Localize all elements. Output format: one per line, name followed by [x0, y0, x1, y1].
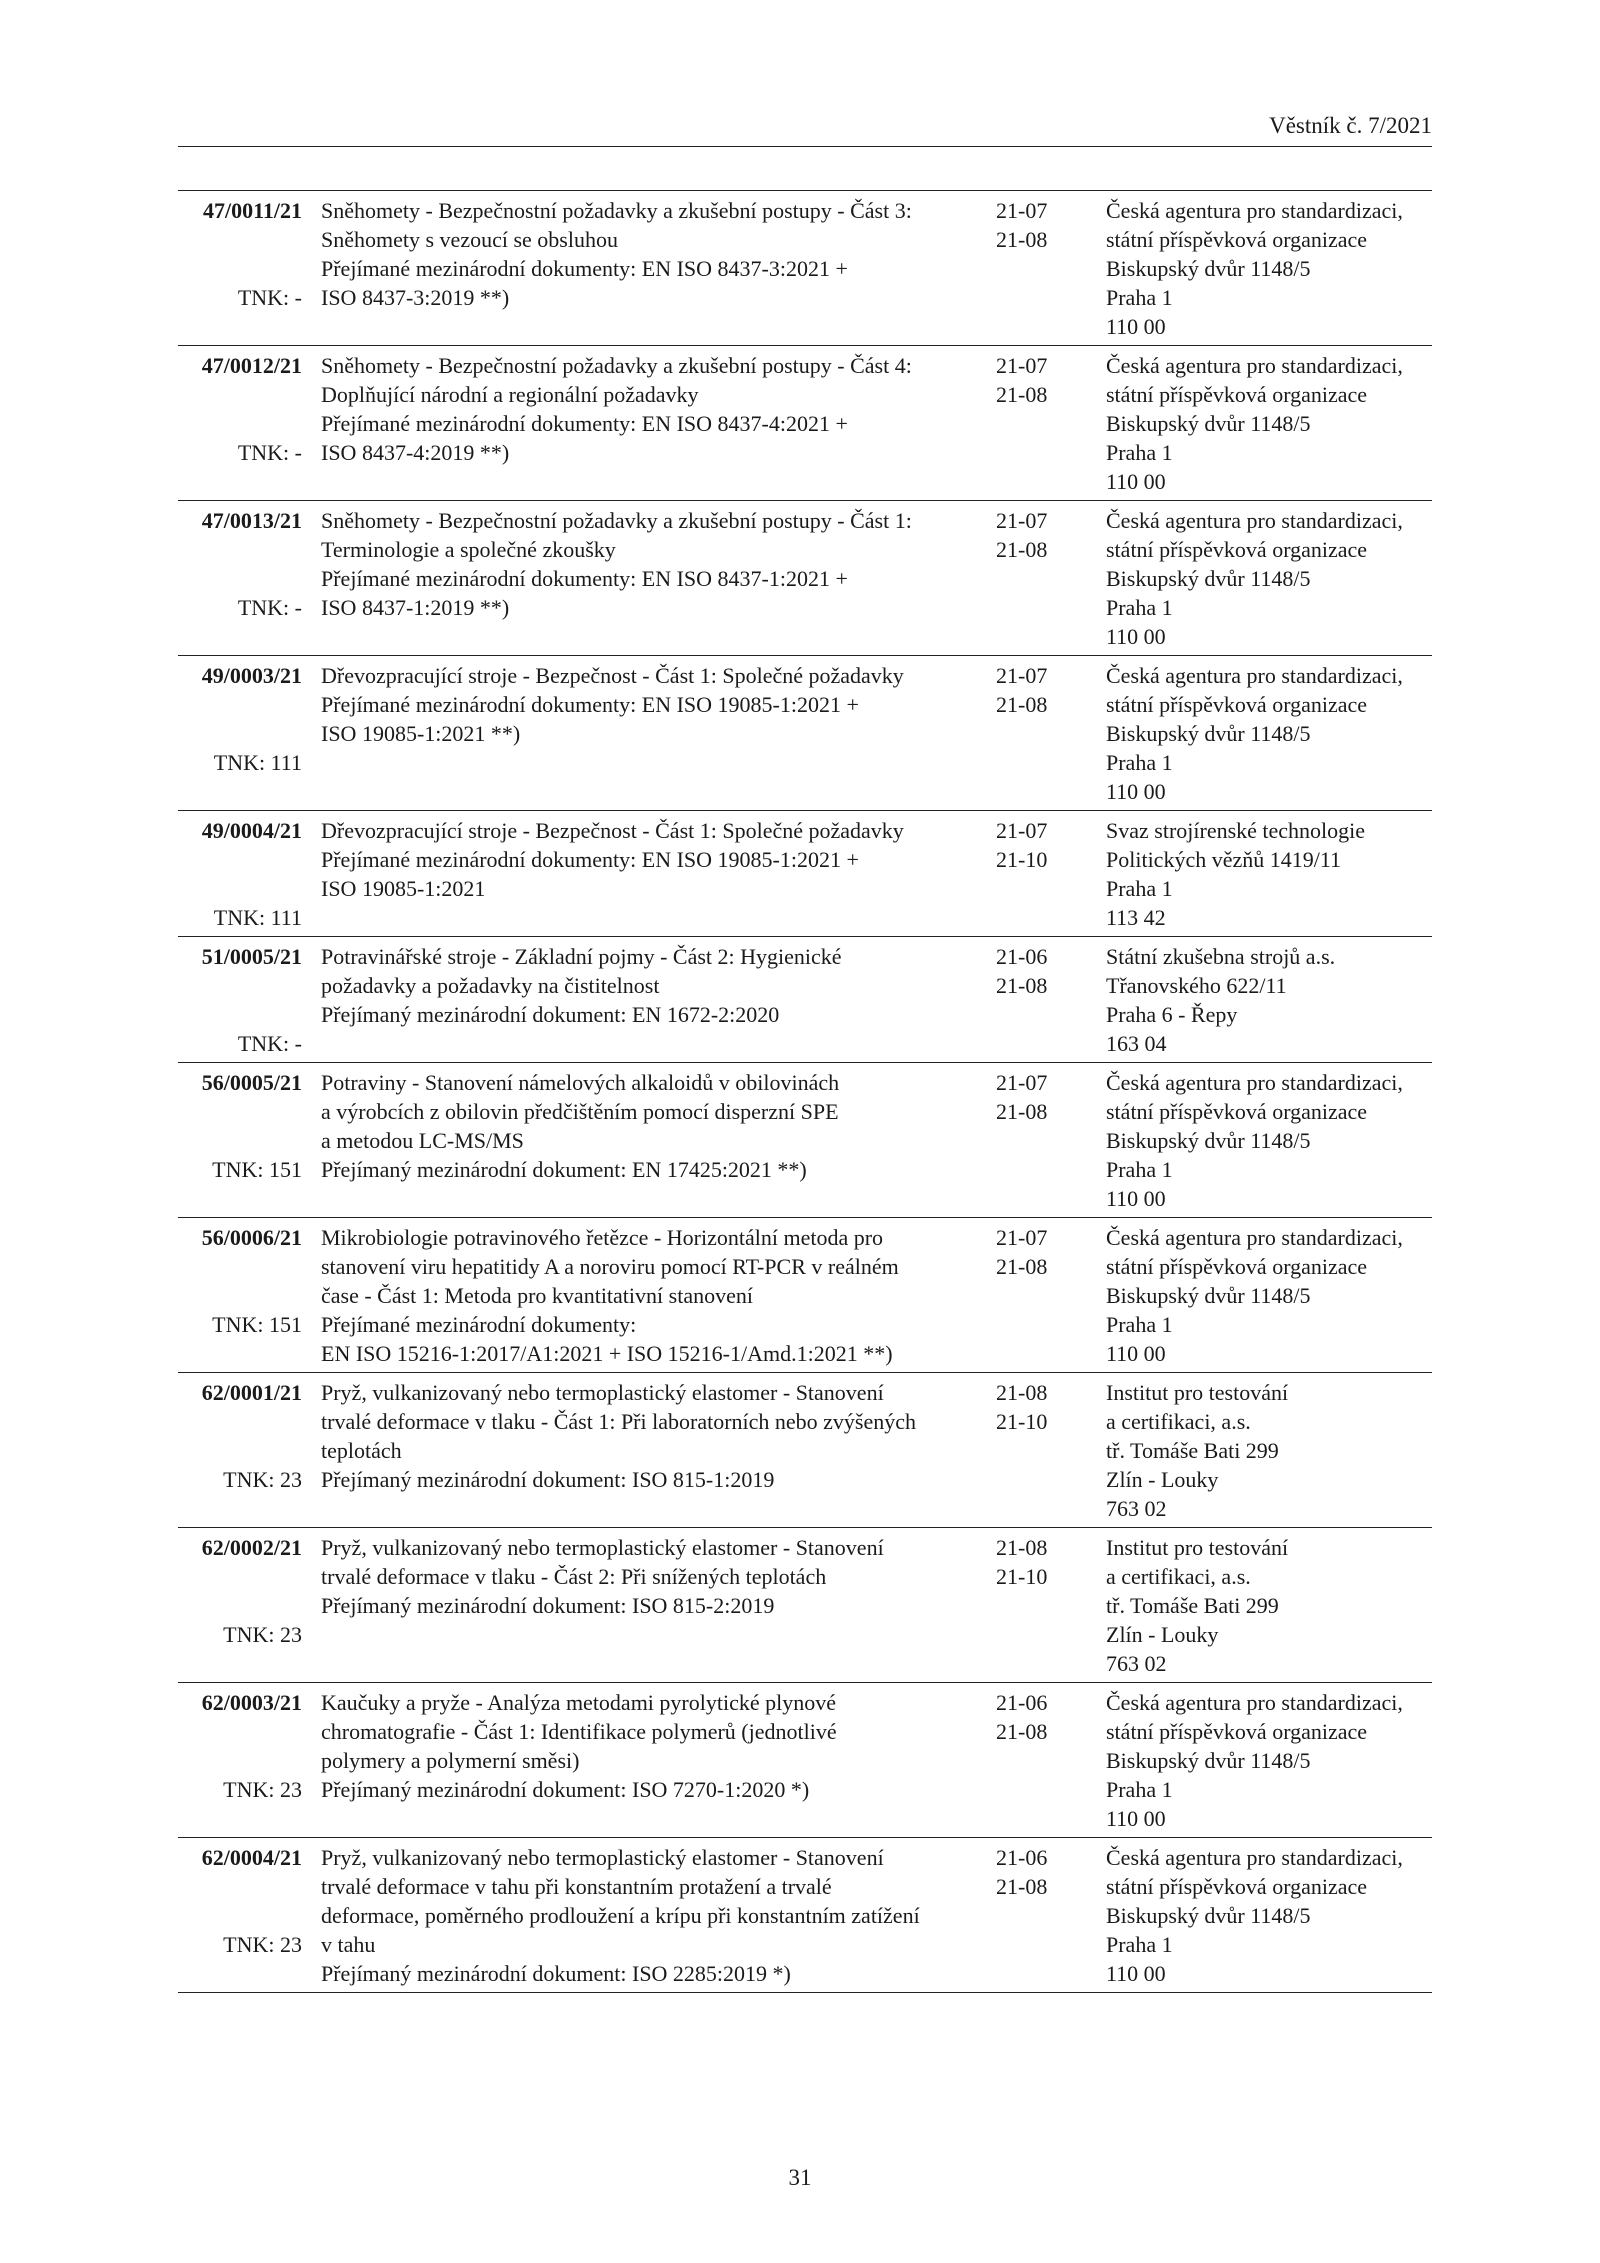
- processor-address: [1106, 1378, 1432, 1523]
- description-line: požadavky a požadavky na čistitelnost: [321, 973, 660, 998]
- description-line: ISO 19085-1:2021: [321, 876, 486, 901]
- description-line: Pryž, vulkanizovaný nebo termoplastický elastomer - Stanovení: [321, 1380, 884, 1405]
- address-line: Biskupský dvůr 1148/5: [1106, 256, 1311, 281]
- address-line: státní příspěvková organizace: [1106, 227, 1368, 252]
- address-line: Zlín - Louky: [1106, 1622, 1219, 1647]
- processor-address: [1106, 942, 1432, 1058]
- table-row: [178, 1682, 1432, 1837]
- date-value: 21-08: [996, 1874, 1048, 1899]
- tnk-label: TNK: 111: [213, 750, 302, 775]
- date-value: 21-08: [996, 1719, 1048, 1744]
- date-value: 21-06: [996, 1845, 1048, 1870]
- dates-column: [996, 196, 1066, 254]
- processor-address: [1106, 1068, 1432, 1213]
- description-line: Pryž, vulkanizovaný nebo termoplastický elastomer - Stanovení: [321, 1535, 884, 1560]
- tnk-label: TNK: 151: [212, 1157, 302, 1182]
- address-line: Biskupský dvůr 1148/5: [1106, 721, 1311, 746]
- standard-code: 62/0003/21: [201, 1690, 302, 1715]
- date-value: 21-07: [996, 198, 1048, 223]
- address-line: 113 42: [1106, 905, 1166, 930]
- description-line: trvalé deformace v tlaku - Část 1: Při laboratorních nebo zvýšených: [321, 1409, 917, 1434]
- address-line: Praha 1: [1106, 595, 1173, 620]
- description-line: trvalé deformace v tahu při konstantním protažení a trvalé: [321, 1874, 832, 1899]
- page-number: 31: [788, 2165, 812, 2190]
- address-line: 763 02: [1106, 1651, 1167, 1676]
- description-line: polymery a polymerní směsi): [321, 1748, 580, 1773]
- address-line: Česká agentura pro standardizaci,: [1106, 198, 1403, 223]
- description-line: Přejímaný mezinárodní dokument: ISO 815-2:2019: [321, 1593, 775, 1618]
- date-value: 21-07: [996, 663, 1048, 688]
- description-line: chromatografie - Část 1: Identifikace polymerů (jednotlivé: [321, 1719, 837, 1744]
- dates-column: [996, 1068, 1066, 1126]
- standard-description: [321, 816, 981, 903]
- description-line: ISO 19085-1:2021 **): [321, 721, 521, 746]
- processor-address: [1106, 661, 1432, 806]
- description-line: deformace, poměrného prodloužení a krípu při konstantním zatížení: [321, 1903, 920, 1928]
- processor-address: [1106, 816, 1432, 932]
- address-line: tř. Tomáše Bati 299: [1106, 1438, 1279, 1463]
- description-line: ISO 8437-4:2019 **): [321, 440, 510, 465]
- address-line: 110 00: [1106, 779, 1166, 804]
- address-line: a certifikaci, a.s.: [1106, 1564, 1251, 1589]
- description-line: Potravinářské stroje - Základní pojmy - Část 2: Hygienické: [321, 944, 842, 969]
- address-line: 110 00: [1106, 624, 1166, 649]
- description-line: Sněhomety - Bezpečnostní požadavky a zkušební postupy - Část 1:: [321, 508, 912, 533]
- date-value: 21-08: [996, 1254, 1048, 1279]
- address-line: Zlín - Louky: [1106, 1467, 1219, 1492]
- processor-address: [1106, 196, 1432, 341]
- description-line: Pryž, vulkanizovaný nebo termoplastický elastomer - Stanovení: [321, 1845, 884, 1870]
- standard-description: [321, 1843, 981, 1988]
- description-line: Dřevozpracující stroje - Bezpečnost - Část 1: Společné požadavky: [321, 818, 904, 843]
- address-line: Biskupský dvůr 1148/5: [1106, 1903, 1311, 1928]
- description-line: Přejímané mezinárodní dokumenty: EN ISO 8437-1:2021 +: [321, 566, 848, 591]
- standard-code: 47/0013/21: [201, 508, 302, 533]
- date-value: 21-06: [996, 944, 1048, 969]
- address-line: Biskupský dvůr 1148/5: [1106, 1283, 1311, 1308]
- date-value: 21-08: [996, 537, 1048, 562]
- description-line: ISO 8437-1:2019 **): [321, 595, 510, 620]
- description-line: a metodou LC-MS/MS: [321, 1128, 524, 1153]
- address-line: Biskupský dvůr 1148/5: [1106, 566, 1311, 591]
- description-line: Přejímaný mezinárodní dokument: EN 17425:2021 **): [321, 1157, 807, 1182]
- standard-description: [321, 1068, 981, 1184]
- address-line: Praha 1: [1106, 285, 1173, 310]
- description-line: Dřevozpracující stroje - Bezpečnost - Část 1: Společné požadavky: [321, 663, 904, 688]
- standard-code: 56/0006/21: [201, 1225, 302, 1250]
- standard-code: 49/0004/21: [201, 818, 302, 843]
- standards-table: [178, 190, 1432, 1993]
- description-line: Sněhomety s vezoucí se obsluhou: [321, 227, 618, 252]
- description-line: Terminologie a společné zkoušky: [321, 537, 616, 562]
- dates-column: [996, 1843, 1066, 1901]
- address-line: Česká agentura pro standardizaci,: [1106, 1845, 1403, 1870]
- address-line: státní příspěvková organizace: [1106, 1099, 1368, 1124]
- tnk-label: TNK: -: [237, 1031, 302, 1056]
- address-line: Česká agentura pro standardizaci,: [1106, 663, 1403, 688]
- journal-title: Věstník č. 7/2021: [1269, 113, 1432, 138]
- description-line: Přejímaný mezinárodní dokument: ISO 815-1:2019: [321, 1467, 775, 1492]
- address-line: Praha 1: [1106, 1312, 1173, 1337]
- standard-description: [321, 1533, 981, 1620]
- description-line: stanovení viru hepatitidy A a noroviru pomocí RT-PCR v reálném: [321, 1254, 899, 1279]
- tnk-label: TNK: -: [237, 440, 302, 465]
- address-line: Česká agentura pro standardizaci,: [1106, 1070, 1403, 1095]
- address-line: tř. Tomáše Bati 299: [1106, 1593, 1279, 1618]
- address-line: 110 00: [1106, 1186, 1166, 1211]
- table-row: [178, 345, 1432, 500]
- description-line: EN ISO 15216-1:2017/A1:2021 + ISO 15216-1/Amd.1:2021 **): [321, 1341, 893, 1366]
- address-line: 763 02: [1106, 1496, 1167, 1521]
- standard-description: [321, 1378, 981, 1494]
- description-line: trvalé deformace v tlaku - Část 2: Při snížených teplotách: [321, 1564, 827, 1589]
- description-line: Přejímané mezinárodní dokumenty: EN ISO 19085-1:2021 +: [321, 847, 859, 872]
- tnk-label: TNK: 23: [223, 1467, 302, 1492]
- description-line: Přejímaný mezinárodní dokument: ISO 7270-1:2020 *): [321, 1777, 810, 1802]
- table-row: [178, 1527, 1432, 1682]
- address-line: Praha 1: [1106, 1932, 1173, 1957]
- description-line: Přejímané mezinárodní dokumenty: EN ISO 19085-1:2021 +: [321, 692, 859, 717]
- date-value: 21-08: [996, 973, 1048, 998]
- date-value: 21-07: [996, 818, 1048, 843]
- date-value: 21-08: [996, 1380, 1048, 1405]
- dates-column: [996, 1533, 1066, 1591]
- description-line: Sněhomety - Bezpečnostní požadavky a zkušební postupy - Část 3:: [321, 198, 912, 223]
- dates-column: [996, 661, 1066, 719]
- address-line: Česká agentura pro standardizaci,: [1106, 353, 1403, 378]
- address-line: Česká agentura pro standardizaci,: [1106, 508, 1403, 533]
- dates-column: [996, 816, 1066, 874]
- address-line: Institut pro testování: [1106, 1380, 1289, 1405]
- address-line: státní příspěvková organizace: [1106, 1719, 1368, 1744]
- address-line: Praha 1: [1106, 1777, 1173, 1802]
- standard-description: [321, 351, 981, 467]
- date-value: 21-07: [996, 1070, 1048, 1095]
- address-line: 110 00: [1106, 1961, 1166, 1986]
- tnk-label: TNK: 23: [223, 1932, 302, 1957]
- description-line: čase - Část 1: Metoda pro kvantitativní stanovení: [321, 1283, 753, 1308]
- address-line: Praha 6 - Řepy: [1106, 1002, 1238, 1027]
- description-line: a výrobcích z obilovin předčištěním pomocí disperzní SPE: [321, 1099, 839, 1124]
- dates-column: [996, 1223, 1066, 1281]
- address-line: Svaz strojírenské technologie: [1106, 818, 1366, 843]
- table-row: [178, 1837, 1432, 1992]
- table-row: [178, 655, 1432, 810]
- processor-address: [1106, 1533, 1432, 1678]
- table-row: [178, 500, 1432, 655]
- tnk-label: TNK: -: [237, 285, 302, 310]
- tnk-label: TNK: 111: [213, 905, 302, 930]
- standard-description: [321, 196, 981, 312]
- standard-description: [321, 1223, 981, 1368]
- address-line: Praha 1: [1106, 876, 1173, 901]
- date-value: 21-07: [996, 508, 1048, 533]
- date-value: 21-10: [996, 1409, 1048, 1434]
- table-row: [178, 1062, 1432, 1217]
- address-line: Česká agentura pro standardizaci,: [1106, 1690, 1403, 1715]
- address-line: státní příspěvková organizace: [1106, 692, 1368, 717]
- table-row: [178, 1372, 1432, 1527]
- description-line: Přejímané mezinárodní dokumenty: EN ISO 8437-3:2021 +: [321, 256, 848, 281]
- address-line: Praha 1: [1106, 1157, 1173, 1182]
- address-line: Česká agentura pro standardizaci,: [1106, 1225, 1403, 1250]
- description-line: teplotách: [321, 1438, 402, 1463]
- address-line: 110 00: [1106, 1341, 1166, 1366]
- address-line: Praha 1: [1106, 440, 1173, 465]
- dates-column: [996, 1688, 1066, 1746]
- standard-description: [321, 661, 981, 748]
- address-line: státní příspěvková organizace: [1106, 537, 1368, 562]
- processor-address: [1106, 1223, 1432, 1368]
- standard-code: 51/0005/21: [201, 944, 302, 969]
- standard-description: [321, 942, 981, 1029]
- date-value: 21-08: [996, 692, 1048, 717]
- tnk-label: TNK: -: [237, 595, 302, 620]
- standard-code: 62/0004/21: [201, 1845, 302, 1870]
- address-line: Biskupský dvůr 1148/5: [1106, 1748, 1311, 1773]
- date-value: 21-07: [996, 1225, 1048, 1250]
- address-line: Státní zkušebna strojů a.s.: [1106, 944, 1336, 969]
- dates-column: [996, 942, 1066, 1000]
- address-line: 110 00: [1106, 314, 1166, 339]
- dates-column: [996, 1378, 1066, 1436]
- date-value: 21-08: [996, 1099, 1048, 1124]
- address-line: 110 00: [1106, 1806, 1166, 1831]
- description-line: v tahu: [321, 1932, 376, 1957]
- standard-code: 47/0011/21: [202, 198, 302, 223]
- standard-description: [321, 1688, 981, 1804]
- address-line: Praha 1: [1106, 750, 1173, 775]
- page-header: [178, 112, 1432, 147]
- table-row: [178, 810, 1432, 936]
- standard-code: 49/0003/21: [201, 663, 302, 688]
- date-value: 21-08: [996, 382, 1048, 407]
- description-line: Potraviny - Stanovení námelových alkaloidů v obilovinách: [321, 1070, 840, 1095]
- address-line: Třanovského 622/11: [1106, 973, 1287, 998]
- date-value: 21-07: [996, 353, 1048, 378]
- description-line: Doplňující národní a regionální požadavky: [321, 382, 699, 407]
- address-line: Politických vězňů 1419/11: [1106, 847, 1342, 872]
- dates-column: [996, 351, 1066, 409]
- address-line: 110 00: [1106, 469, 1166, 494]
- tnk-label: TNK: 23: [223, 1777, 302, 1802]
- processor-address: [1106, 1843, 1432, 1988]
- description-line: Sněhomety - Bezpečnostní požadavky a zkušební postupy - Část 4:: [321, 353, 912, 378]
- tnk-label: TNK: 151: [212, 1312, 302, 1337]
- address-line: státní příspěvková organizace: [1106, 382, 1368, 407]
- table-row: [178, 936, 1432, 1062]
- description-line: Přejímaný mezinárodní dokument: EN 1672-2:2020: [321, 1002, 780, 1027]
- description-line: Přejímané mezinárodní dokumenty:: [321, 1312, 637, 1337]
- description-line: Mikrobiologie potravinového řetězce - Horizontální metoda pro: [321, 1225, 884, 1250]
- address-line: Institut pro testování: [1106, 1535, 1289, 1560]
- address-line: státní příspěvková organizace: [1106, 1874, 1368, 1899]
- description-line: Přejímaný mezinárodní dokument: ISO 2285:2019 *): [321, 1961, 791, 1986]
- processor-address: [1106, 1688, 1432, 1833]
- standard-code: 62/0001/21: [201, 1380, 302, 1405]
- address-line: státní příspěvková organizace: [1106, 1254, 1368, 1279]
- date-value: 21-08: [996, 227, 1048, 252]
- description-line: Přejímané mezinárodní dokumenty: EN ISO 8437-4:2021 +: [321, 411, 848, 436]
- standard-code: 62/0002/21: [201, 1535, 302, 1560]
- processor-address: [1106, 506, 1432, 651]
- standard-description: [321, 506, 981, 622]
- address-line: a certifikaci, a.s.: [1106, 1409, 1251, 1434]
- date-value: 21-06: [996, 1690, 1048, 1715]
- address-line: Biskupský dvůr 1148/5: [1106, 1128, 1311, 1153]
- address-line: 163 04: [1106, 1031, 1167, 1056]
- standard-code: 56/0005/21: [201, 1070, 302, 1095]
- tnk-label: TNK: 23: [223, 1622, 302, 1647]
- description-line: ISO 8437-3:2019 **): [321, 285, 510, 310]
- address-line: Biskupský dvůr 1148/5: [1106, 411, 1311, 436]
- table-row: [178, 190, 1432, 345]
- description-line: Kaučuky a pryže - Analýza metodami pyrolytické plynové: [321, 1690, 836, 1715]
- date-value: 21-10: [996, 847, 1048, 872]
- standard-code: 47/0012/21: [201, 353, 302, 378]
- date-value: 21-08: [996, 1535, 1048, 1560]
- date-value: 21-10: [996, 1564, 1048, 1589]
- table-row: [178, 1217, 1432, 1372]
- processor-address: [1106, 351, 1432, 496]
- dates-column: [996, 506, 1066, 564]
